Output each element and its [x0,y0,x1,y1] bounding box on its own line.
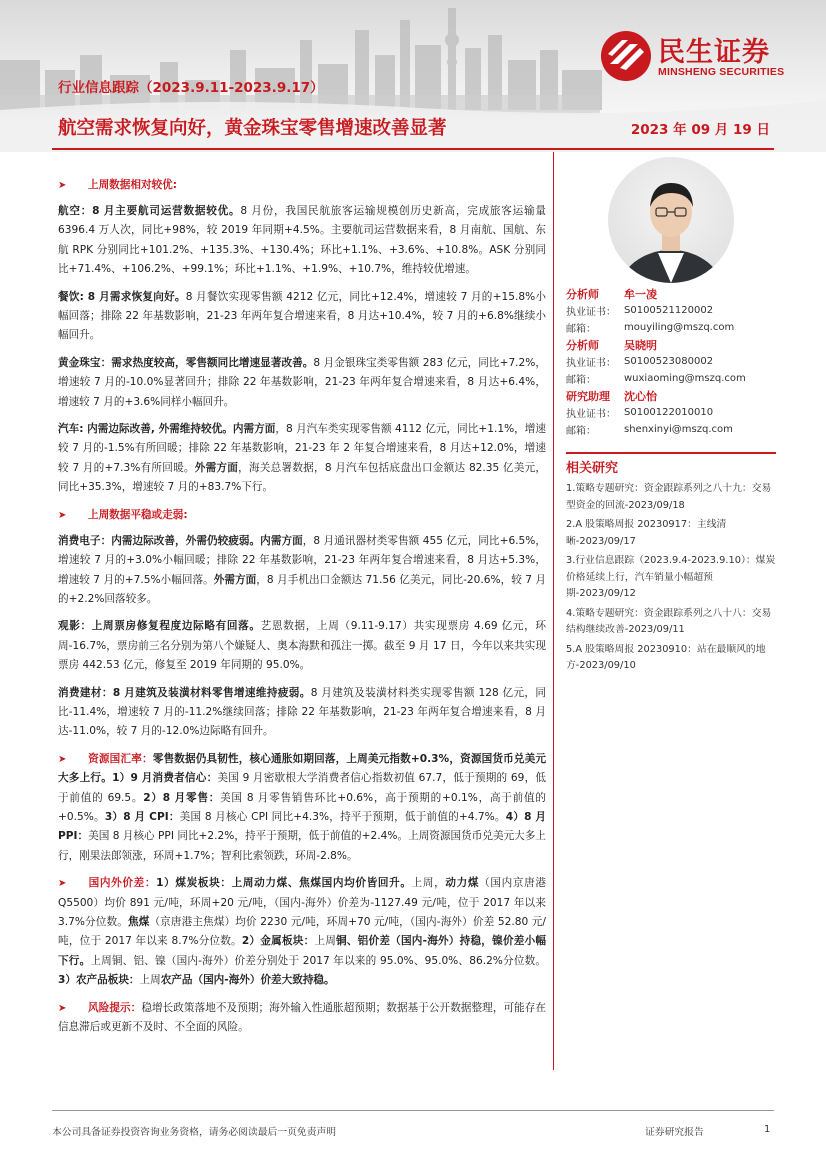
section-arrow-icon: ➤ [58,509,67,521]
analyst-card: 研究助理 沈心怡 执业证书： S0100122010010 邮箱： shenxinyi@mszq.com [566,389,733,437]
footer-divider [52,1110,774,1111]
section-heading-strong: ➤ 上周数据相对较优: [58,176,546,196]
paragraph-price-spread: ➤ 国内外价差：1）煤炭板块：上周动力煤、焦煤国内均价皆回升。上周，动力煤（国内京唐港 Q5500）均价 891 元/吨，环周+20 元/吨，（国内-海外）价差为-1127.49 元/吨，位于 2017 年以来 3.7%分位数。焦煤（京唐港主焦煤）均价 2230 元/吨，环周+70 元/吨，（国内-海外）价差 52.80 元/吨，位于 2017 年以来 8.7%分位数。2）金属板块：上周铜、铝价差（国内-海外）持稳，镍价差小幅下行。上周铜、铝、镍（国内-海外）价差分别处于 2017 年以来的 95.0%、95.0%、86.2%分位数。3）农产品板块：上周农产品（国内-海外）价差大致持稳。 [58,874,546,990]
related-research-title: 相关研究 [566,461,619,476]
footer-disclaimer: 本公司具备证券投资咨询业务资格，请务必阅读最后一页免责声明 [52,1127,337,1138]
paragraph-consumer-electronics: 消费电子：内需边际改善，外需仍较疲弱。内需方面，8 月通讯器材类零售额 455 亿元，同比+6.5%，增速较 7 月的+3.0%小幅回暖；排除 22 年基数影响，21-23 年两年复合增速来看，8 月达+5.3%，增速较 7 月的+7.5%小幅回落。外需方面，8 月手机出口金额达 71.56 亿美元，同比-20.6%，较 7 月的+2.2%回落较多。 [58,534,547,605]
page-number: 1 [764,1124,771,1135]
analyst-card: 分析师 吴晓明 执业证书： S0100523080002 邮箱： wuxiaoming@mszq.com [566,338,746,386]
related-research-link[interactable]: 1.策略专题研究：资金跟踪系列之八十九：交易型资金的回流-2023/09/18 [566,483,772,511]
analyst-name: 吴晓明 [624,338,657,352]
section-arrow-icon: ➤ [58,180,67,192]
analyst-name: 牟一凌 [624,287,657,301]
analyst-name: 沈心怡 [624,389,657,403]
related-research-link[interactable]: 5.A 股策略周报 20230910：站在最顺风的地方-2023/09/10 [566,643,766,671]
minsheng-logo-icon [600,30,652,82]
analyst-email[interactable]: mouyiling@mszq.com [624,322,735,333]
analyst-cert: S0100122010010 [624,407,714,418]
analyst-portrait-icon [608,157,734,283]
related-research-link[interactable]: 2.A 股策略周报 20230917：主线清晰-2023/09/17 [566,519,727,547]
related-divider [566,452,776,454]
report-date: 2023 年 09 月 19 日 [630,122,770,138]
paragraph-building-materials: 消费建材：8 月建筑及装潢材料零售增速维持疲弱。8 月建筑及装潢材料类实现零售额 128 亿元，同比-11.4%，增速较 7 月的-11.2%继续回落；排除 22 年基数影响，21-23 年两年复合增速来看，8 月达-11.0%，较 7 月的-12.0%边际略有回升。 [58,686,546,738]
analyst-card: 分析师 牟一凌 执业证书： S0100521120002 邮箱： mouyiling@mszq.com [566,287,735,335]
section-arrow-icon: ➤ [58,878,67,890]
footer-report-label: 证券研究报告 [645,1127,704,1138]
analyst-role: 分析师 [566,287,599,301]
analyst-role: 分析师 [566,338,599,352]
paragraph-auto: 汽车: 内需边际改善, 外需维持较优。内需方面，8 月汽车类实现零售额 4112 亿元，同比+1.1%，增速较 7 月的-1.5%有所回暖；排除 22 年基数影响，21-23 年 2 年复合增速来看，8 月达+12.0%，增速较 7 月的+7.3%有所回暖。外需方面，海关总署数据，8 月汽车包括底盘出口金额达 82.35 亿美元，同比+35.3%，增速较 7 月的+83.7%下行。 [58,423,547,494]
company-logo [600,28,810,88]
section-arrow-icon: ➤ [58,753,67,765]
related-research-link[interactable]: 4.策略专题研究：资金跟踪系列之八十八：交易结构继续改善-2023/09/11 [566,607,772,635]
title-divider [52,148,774,150]
logo-text-cn: 民生证券 [658,37,770,68]
section-heading-weak: ➤ 上周数据平稳或走弱: [58,506,546,526]
report-title: 航空需求恢复向好，黄金珠宝零售增速改善显著 [58,118,447,139]
analyst-cert: S0100521120002 [624,305,714,316]
analyst-role: 研究助理 [566,389,610,403]
section-arrow-icon: ➤ [58,1002,67,1014]
analyst-email[interactable]: shenxinyi@mszq.com [624,424,733,435]
analyst-cert: S0100523080002 [624,356,714,367]
column-divider [553,152,554,1070]
paragraph-risk: ➤ 风险提示：稳增长政策落地不及预期；海外输入性通胀超预期；数据基于公开数据整理，可能存在信息滞后或更新不及时、不全面的风险。 [58,999,546,1038]
paragraph-catering: 餐饮: 8 月需求恢复向好。8 月餐饮实现零售额 4212 亿元，同比+12.4%，增速较 7 月的+15.8%小幅回落；排除 22 年基数影响，21-23 年两年复合增速来看，8 月达+10.4%，较 7 月的+6.8%继续小幅回升。 [58,290,546,342]
paragraph-jewelry: 黄金珠宝：需求热度较高，零售额同比增速显著改善。8 月金银珠宝类零售额 283 亿元，同比+7.2%，增速较 7 月的-10.0%显著回升；排除 22 年基数影响，21-23 年两年复合增速来看，8 月达+6.4%，增速较 7 月的+3.6%同样小幅回升。 [58,356,546,408]
logo-text-en: MINSHENG SECURITIES [658,66,785,78]
report-series-label: 行业信息跟踪（2023.9.11-2023.9.17） [58,80,324,96]
report-body [58,176,546,1045]
analyst-photo [608,157,734,283]
paragraph-aviation: 航空：8 月主要航司运营数据较优。8 月份，我国民航旅客运输规模创历史新高，完成旅客运输量 6396.4 万人次，同比+98%，较 2019 年同期+4.5%。主要航司运营数据来看，8 月南航、国航、东航 RPK 分别同比+101.2%、+135.3%、+130.4%；环比+1.1%、+3.6%、+10.8%。ASK 分别同比+71.4%、+106.2%、+99.1%；环比+1.1%、+1.9%、+10.7%，维持较优增速。 [58,205,546,276]
analyst-email[interactable]: wuxiaoming@mszq.com [624,373,746,384]
related-research-list [566,481,776,678]
header-banner [0,0,826,152]
paragraph-movie: 观影：上周票房修复程度边际略有回落。艺恩数据，上周（9.11-9.17）共实现票房 4.69 亿元，环周-16.7%，票房前三名分别为第八个嫌疑人、奥本海默和孤注一掷。截至 9 月 17 日，今年以来共实现票房 442.53 亿元，修复至 2019 年同期的 95.0%。 [58,620,546,672]
related-research-link[interactable]: 3.行业信息跟踪（2023.9.4-2023.9.10）：煤炭价格延续上行，汽车销量小幅超预期-2023/09/12 [566,555,776,599]
paragraph-fx: ➤ 资源国汇率：零售数据仍具韧性，核心通胀如期回落，上周美元指数+0.3%，资源国货币兑美元大多上行。1）9 月消费者信心：美国 9 月密歇根大学消费者信心指数初值 67.7，低于预期的 69，低于前值的 69.5。2）8 月零售：美国 8 月零售销售环比+0.6%，高于预期的+0.1%，高于前值的+0.5%。3）8 月 CPI：美国 8 月核心 CPI 同比+4.3%，持平于预期，低于前值的+4.7%。4）8 月 PPI：美国 8 月核心 PPI 同比+2.2%，持平于预期，低于前值的+2.4%。上周资源国货币兑美元大多上行，刚果法郎领涨，环周+1.7%；智利比索领跌，环周-2.8%。 [58,750,546,866]
analyst-list [566,285,776,438]
